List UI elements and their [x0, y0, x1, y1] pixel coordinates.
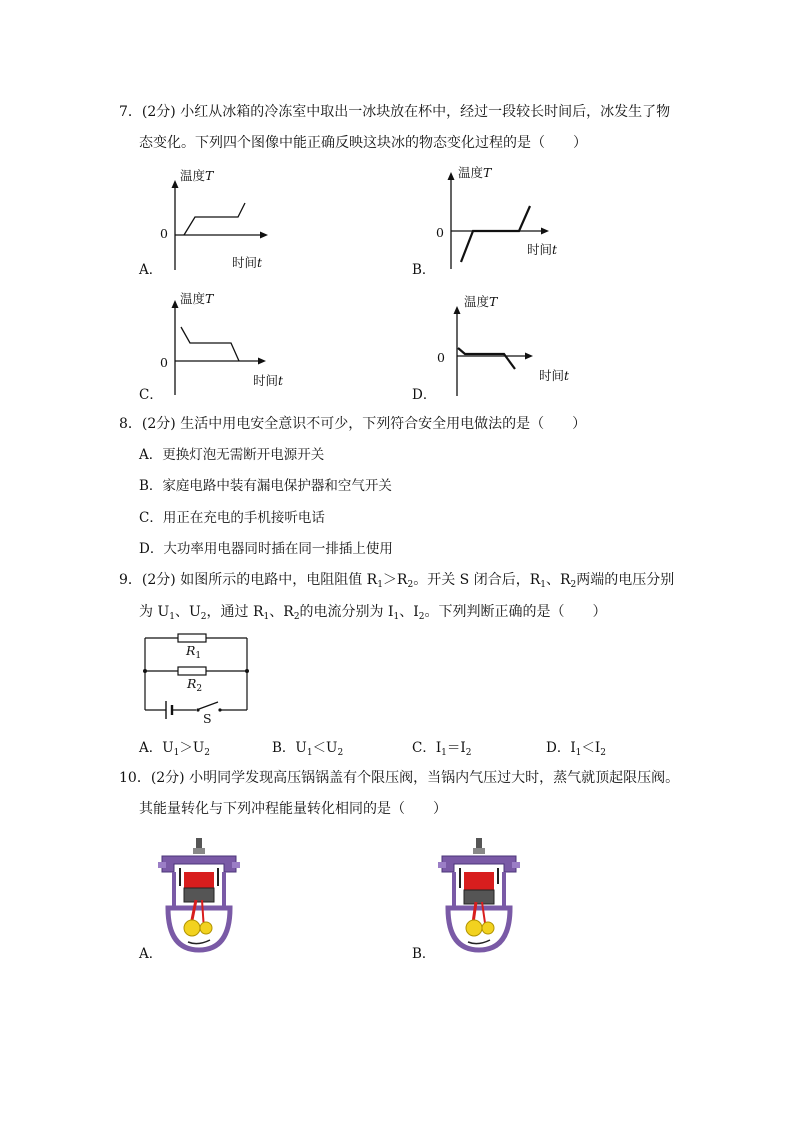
graph-b-xlabel: 时间t [527, 242, 558, 257]
graph-d-xlabel: 时间t [539, 368, 570, 383]
q9-text-line2: 为 $U_1$、$U_2$，通过 $R_1$、$R_2$的电流分别为 $I_1$、$I_2$。下列判断正确的是（ ） [139, 604, 607, 622]
circuit-switch-label: S [203, 711, 212, 726]
graph-c-xlabel: 时间t [253, 373, 284, 388]
q10-text-line2: 其能量转化与下列冲程能量转化相同的是（ ） [139, 801, 447, 817]
q10-option-a: A． [139, 946, 163, 962]
q10-engine-b-illustration [438, 838, 520, 958]
circuit-r2-label: $R_2$ [187, 676, 203, 694]
q10-text-line1: 10．(2分) 小明同学发现高压锅锅盖有个限压阀，当锅内气压过大时，蒸气就顶起限压阀。 [119, 770, 680, 786]
q9-option-c: C．$I_1=I_2$ [412, 740, 472, 758]
graph-c-zero: 0 [160, 355, 168, 370]
graph-c-ylabel: 温度T [180, 291, 214, 306]
q7-text-line2: 态变化。下列四个图像中能正确反映这块冰的物态变化过程的是（ ） [139, 135, 587, 151]
graph-d-zero: 0 [437, 350, 445, 365]
q7-text-line1: 7．(2分) 小红从冰箱的冷冻室中取出一冰块放在杯中，经过一段较长时间后，冰发生了物 [119, 104, 671, 120]
q8-option-a: A．更换灯泡无需断开电源开关 [139, 447, 325, 463]
q8-option-c: C．用正在充电的手机接听电话 [139, 510, 325, 526]
graph-d-ylabel: 温度T [464, 294, 498, 309]
q9-option-b: B．$U_1<U_2$ [272, 740, 344, 758]
graph-b-zero: 0 [436, 225, 444, 240]
q9-text-line1: 9．(2分) 如图所示的电路中，电阻阻值 $R_1>R_2$。开关 S 闭合后，$R_1$、$R_2$两端的电压分别 [119, 572, 675, 590]
circuit-r1-label: $R_1$ [186, 643, 202, 661]
q9-option-d: D．$I_1<I_2$ [546, 740, 606, 758]
q7-option-b: B． [412, 262, 436, 278]
q7-option-c: C． [139, 387, 163, 403]
q7-option-a: A． [139, 262, 163, 278]
q7-option-d: D． [412, 387, 437, 403]
q8-text-line1: 8．(2分) 生活中用电安全意识不可少，下列符合安全用电做法的是（ ） [119, 416, 587, 432]
q9-option-a: A．$U_1>U_2$ [139, 740, 210, 758]
q8-option-d: D．大功率用电器同时插在同一排插上使用 [139, 541, 393, 557]
graph-d-plot [450, 306, 540, 398]
graph-a-zero: 0 [160, 226, 168, 241]
q10-engine-a-illustration [158, 838, 240, 958]
q8-option-b: B．家庭电路中装有漏电保护器和空气开关 [139, 478, 392, 494]
graph-a-xlabel: 时间t [232, 255, 263, 270]
q10-option-b: B． [412, 946, 436, 962]
graph-a-ylabel: 温度T [180, 168, 214, 183]
graph-b-ylabel: 温度T [458, 165, 492, 180]
